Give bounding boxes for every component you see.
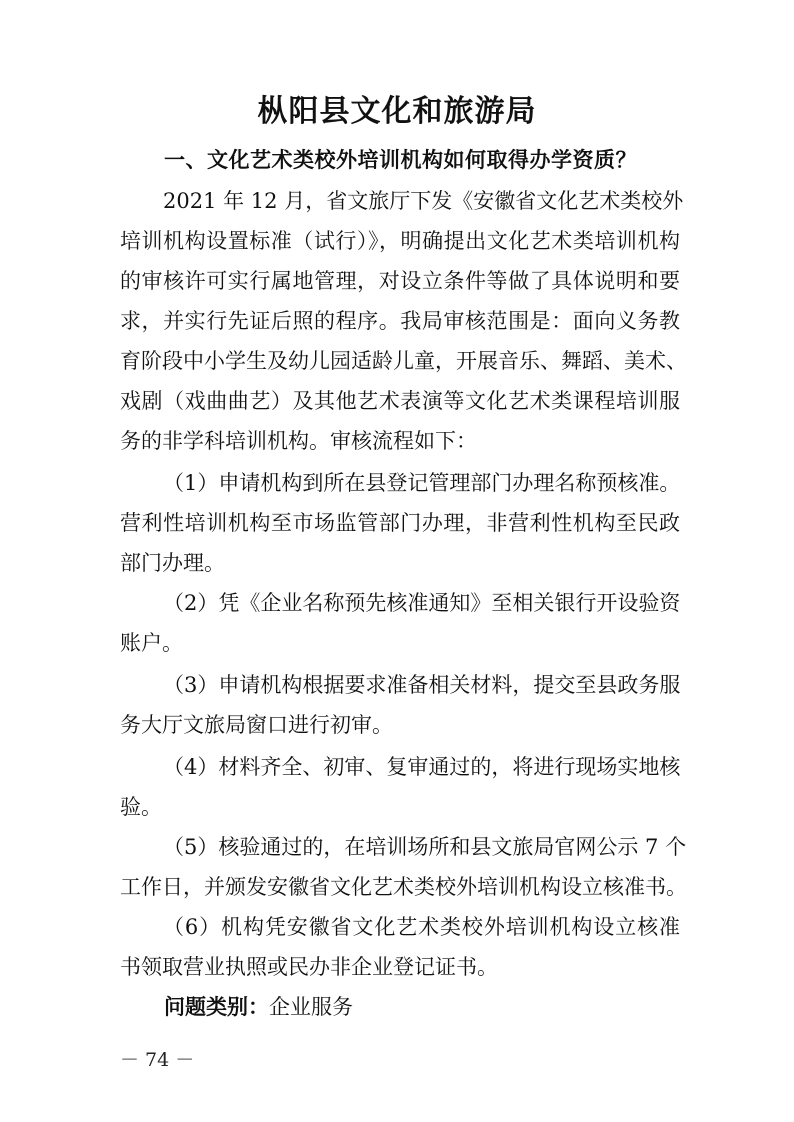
step-6-line: 书领取营业执照或民办非企业登记证书。	[120, 955, 498, 979]
step-1-line: 部门办理。	[120, 551, 225, 575]
paragraph-line: 戏剧（戏曲曲艺）及其他艺术表演等文化艺术类课程培训服	[120, 389, 680, 413]
step-6-line: （6）机构凭安徽省文化艺术类校外培训机构设立核准	[163, 915, 680, 939]
paragraph-line: 的审核许可实行属地管理，对设立条件等做了具体说明和要	[120, 269, 680, 293]
step-5-line: 工作日，并颁发安徽省文化艺术类校外培训机构设立核准书。	[120, 875, 687, 899]
paragraph-line: 育阶段中小学生及幼儿园适龄儿童，开展音乐、舞蹈、美术、	[120, 349, 687, 373]
paragraph-line: 培训机构设置标准（试行）》，明确提出文化艺术类培训机构	[120, 229, 680, 253]
step-2-line: 账户。	[120, 631, 183, 655]
step-4-line: 验。	[120, 795, 162, 819]
step-3-line: 务大厅文旅局窗口进行初审。	[120, 713, 393, 737]
paragraph-line: 务的非学科培训机构。审核流程如下：	[120, 429, 477, 453]
category-value: 企业服务	[269, 995, 353, 1019]
question-category	[164, 992, 353, 1022]
category-label: 问题类别：	[164, 995, 269, 1019]
step-1-line: 营利性培训机构至市场监管部门办理，非营利性机构至民政	[120, 511, 680, 535]
step-5-line: （5）核验通过的，在培训场所和县文旅局官网公示 7 个	[163, 835, 687, 859]
document-title: 枞阳县文化和旅游局	[257, 94, 537, 129]
step-2-line: （2）凭《企业名称预先核准通知》至相关银行开设验资	[163, 591, 681, 615]
page-number: － 74 －	[120, 1049, 195, 1071]
step-1-line: （1）申请机构到所在县登记管理部门办理名称预核准。	[163, 471, 681, 495]
step-4-line: （4）材料齐全、初审、复审通过的，将进行现场实地核	[163, 755, 681, 779]
section-heading: 一、文化艺术类校外培训机构如何取得办学资质？	[164, 148, 637, 172]
paragraph-line: 2021 年 12 月，省文旅厅下发《安徽省文化艺术类校外	[163, 189, 684, 213]
step-3-line: （3）申请机构根据要求准备相关材料，提交至县政务服	[163, 673, 681, 697]
paragraph-line: 求，并实行先证后照的程序。我局审核范围是：面向义务教	[120, 309, 680, 333]
